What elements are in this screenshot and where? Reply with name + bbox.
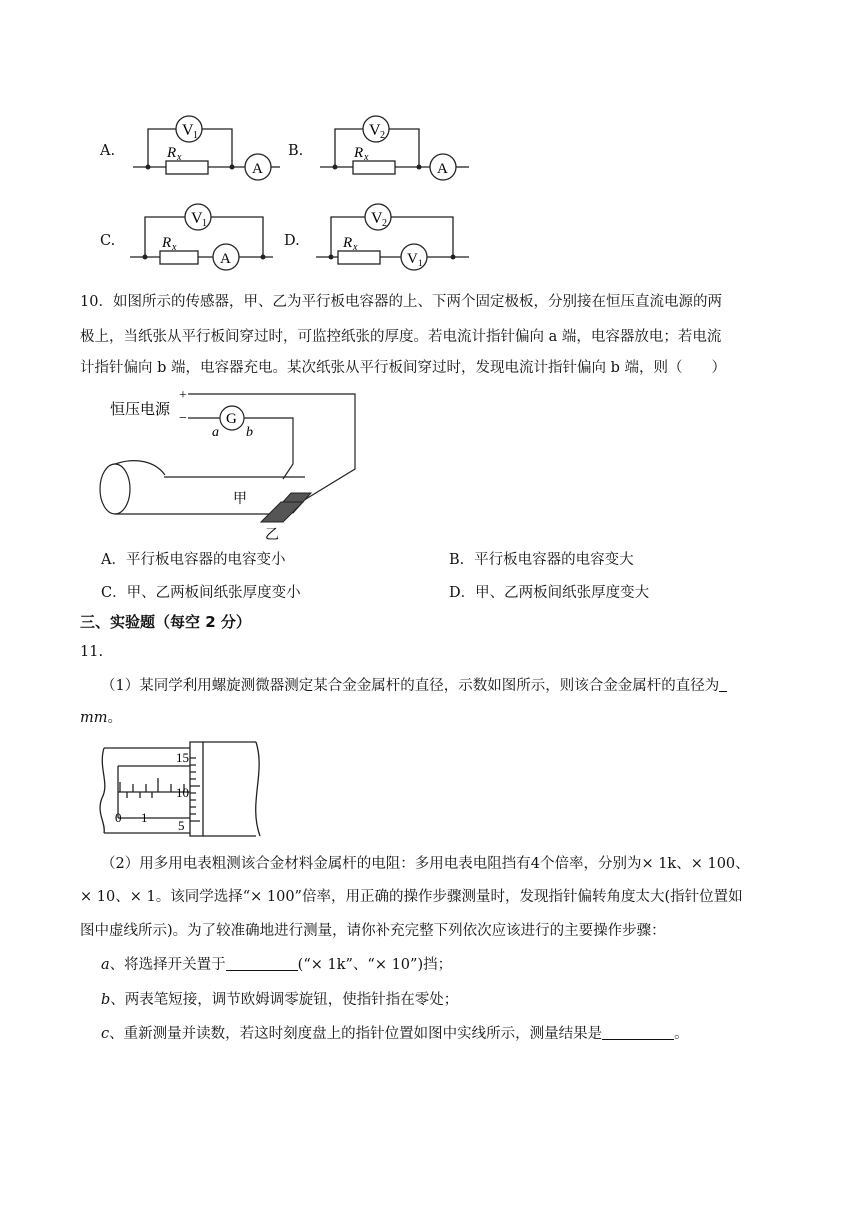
ammeter-label: A bbox=[437, 161, 448, 177]
resistor-rx-sub: x bbox=[172, 242, 177, 253]
option-a-label: A. bbox=[100, 143, 116, 159]
voltmeter-v1-sub: 1 bbox=[193, 130, 198, 141]
voltmeter-v1-label: V bbox=[182, 122, 194, 139]
resistor-rx-sub: x bbox=[177, 152, 182, 163]
q10-option-c: C．甲、乙两板间纸张厚度变小 bbox=[101, 585, 301, 601]
main-scale-0: 0 bbox=[115, 810, 122, 825]
answer-blank-a[interactable] bbox=[226, 956, 298, 971]
plate-bottom-yi bbox=[261, 502, 303, 522]
voltmeter-v2-sub: 2 bbox=[380, 130, 385, 141]
micrometer-diagram bbox=[98, 738, 266, 838]
q11-step-a: a、将选择开关置于 (“× 1k”、“× 10”)挡； bbox=[101, 957, 453, 973]
section-heading: 三、实验题（每空 2 分） bbox=[80, 613, 251, 631]
resistor-rx-sub: x bbox=[364, 152, 369, 163]
thimble-tick-15: 15 bbox=[176, 750, 189, 765]
thimble-tick-5: 5 bbox=[178, 818, 185, 833]
terminal-a-label: a bbox=[212, 425, 219, 440]
q11-part2-line3: 图中虚线所示)。为了较准确地进行测量，请你补充完整下列依次应该进行的主要操作步骤： bbox=[80, 923, 666, 939]
q10-stem-line1: 10．如图所示的传感器，甲、乙为平行板电容器的上、下两个固定极板，分别接在恒压直流电源的两 bbox=[80, 294, 722, 310]
voltmeter-v2-label: V bbox=[369, 122, 381, 139]
power-source-label: 恒压电源 bbox=[110, 402, 171, 418]
resistor-rx-label: R bbox=[354, 145, 364, 161]
option-c-label: C. bbox=[100, 233, 116, 249]
answer-blank-c[interactable] bbox=[602, 1025, 674, 1040]
circuit-diagram-b bbox=[317, 112, 472, 184]
galvanometer-label: G bbox=[226, 411, 237, 427]
plus-sign: + bbox=[179, 388, 187, 403]
resistor-rx-label: R bbox=[162, 235, 172, 251]
circuit-diagram-a bbox=[130, 112, 280, 184]
voltmeter-v1-label: V bbox=[191, 210, 203, 227]
ammeter-label: A bbox=[252, 161, 263, 177]
resistor-rx-sub: x bbox=[353, 242, 358, 253]
option-b-label: B. bbox=[288, 143, 304, 159]
q10-option-b: B．平行板电容器的电容变大 bbox=[449, 552, 634, 568]
option-d-label: D. bbox=[284, 233, 300, 249]
q11-step-c: c、重新测量并读数，若这时刻度盘上的指针位置如图中实线所示，测量结果是 。 bbox=[101, 1026, 689, 1042]
q11-part2-line1: （2）用多用电表粗测该合金材料金属杆的电阻：多用电表电阻挡有4个倍率，分别为× 1k、× 100、 bbox=[101, 856, 750, 872]
q11-part1-unit: mm。 bbox=[80, 710, 122, 726]
q11-part1-text: （1）某同学利用螺旋测微器测定某合金金属杆的直径，示数如图所示，则该合金金属杆的直径为 bbox=[101, 676, 727, 696]
circuit-diagram-d bbox=[313, 202, 473, 274]
voltmeter-v1-label: V bbox=[407, 251, 418, 267]
q10-stem-line2: 极上，当纸张从平行板间穿过时，可监控纸张的厚度。若电流计指针偏向 a 端，电容器放电；若电流 bbox=[80, 329, 722, 345]
q10-stem-line3: 计指针偏向 b 端，电容器充电。某次纸张从平行板间穿过时，发现电流计指针偏向 b 端，则（ ） bbox=[80, 360, 726, 376]
q11-part2-line2: × 10、× 1。该同学选择“× 100”倍率，用正确的操作步骤测量时，发现指针偏转角度太大(指针位置如 bbox=[80, 889, 743, 905]
q11-step-b: b、两表笔短接，调节欧姆调零旋钮，使指针指在零处； bbox=[101, 992, 459, 1008]
question-number-11: 11. bbox=[80, 644, 104, 660]
ammeter-label: A bbox=[220, 251, 231, 267]
main-scale-1: 1 bbox=[141, 810, 148, 825]
circuit-diagram-c bbox=[127, 202, 277, 274]
capacitor-sensor-diagram bbox=[95, 385, 370, 545]
plate-jia-label: 甲 bbox=[233, 492, 247, 507]
resistor-rx-label: R bbox=[343, 235, 353, 251]
voltmeter-v1-sub: 1 bbox=[418, 258, 423, 268]
resistor-rx-label: R bbox=[167, 145, 177, 161]
voltmeter-v1-sub: 1 bbox=[202, 218, 207, 229]
terminal-b-label: b bbox=[246, 425, 253, 440]
minus-sign: − bbox=[179, 411, 187, 426]
q10-option-a: A．平行板电容器的电容变小 bbox=[101, 552, 286, 568]
voltmeter-v2-sub: 2 bbox=[382, 218, 387, 229]
thimble-tick-10: 10 bbox=[176, 785, 189, 800]
plate-yi-label: 乙 bbox=[265, 528, 279, 543]
voltmeter-v2-label: V bbox=[371, 210, 383, 227]
q10-option-d: D．甲、乙两板间纸张厚度变大 bbox=[449, 585, 650, 601]
